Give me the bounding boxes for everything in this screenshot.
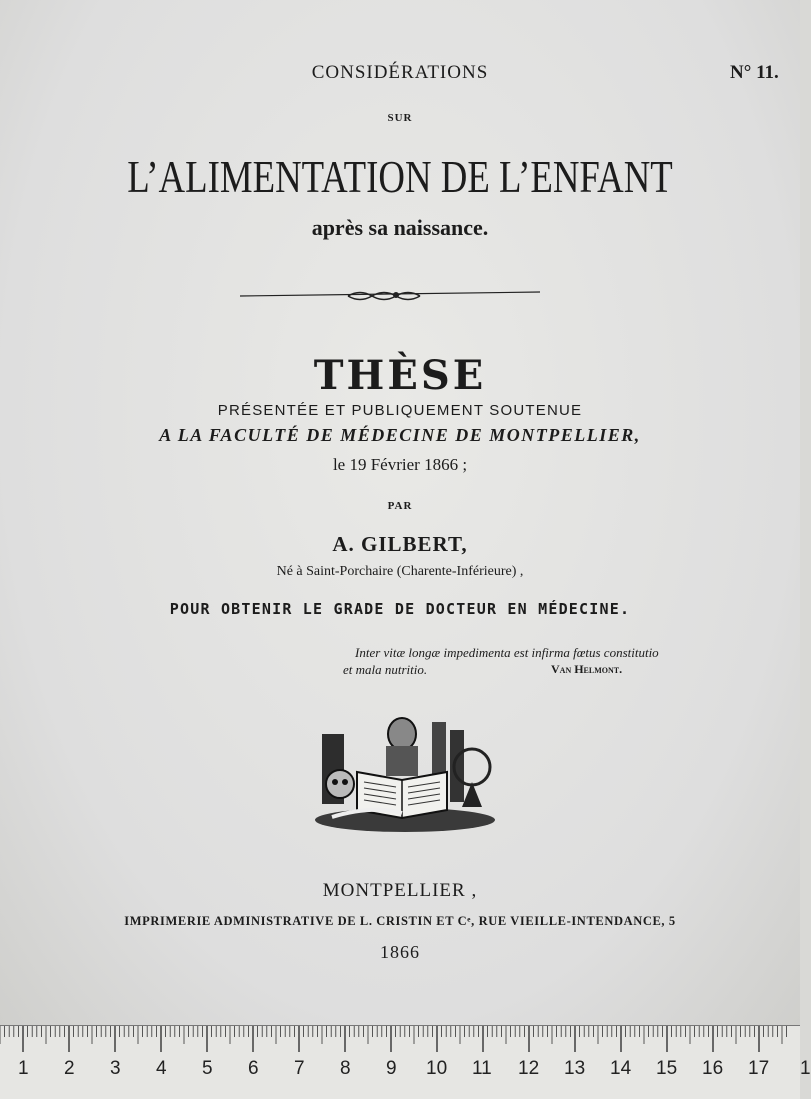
ruler-label: 14: [610, 1058, 632, 1079]
subtitle: après sa naissance.: [311, 215, 489, 240]
par-line: PAR: [387, 500, 413, 512]
ruler-label: 3: [110, 1058, 121, 1079]
ruler-label: 17: [748, 1058, 770, 1079]
title-line-considerations: CONSIDÉRATIONS: [311, 62, 489, 83]
ruler-label: 8: [340, 1058, 351, 1079]
ruler-label: 15: [656, 1058, 678, 1079]
ruler-label: 1: [18, 1058, 29, 1079]
ruler-label: 4: [156, 1058, 167, 1079]
thesis-number: N° 11.: [730, 62, 779, 83]
imprint-printer: IMPRIMERIE ADMINISTRATIVE DE L. CRISTIN ET Cᵉ, RUE VIEILLE-INTENDANCE, 5: [124, 914, 676, 928]
ornamental-divider: [240, 287, 545, 305]
author-name: A. GILBERT,: [332, 532, 468, 556]
ruler-label: 13: [564, 1058, 586, 1079]
epigraph-line-2: et mala nutritio.: [343, 662, 428, 677]
thesis-heading: THÈSE: [313, 352, 487, 399]
ruler-label: 10: [426, 1058, 448, 1079]
ruler-label: 12: [518, 1058, 540, 1079]
imprint-city: MONTPELLIER ,: [322, 880, 478, 901]
ruler-ticks: [0, 1026, 800, 1060]
ruler-label: 11: [472, 1058, 492, 1079]
defense-date: le 19 Février 1866 ;: [332, 455, 468, 474]
medical-vignette-engraving: [312, 712, 498, 834]
ruler-label: 9: [386, 1058, 397, 1079]
degree-purpose: POUR OBTENIR LE GRADE DE DOCTEUR EN MÉDECINE.: [169, 600, 631, 618]
faculty-line: A LA FACULTÉ DE MÉDECINE DE MONTPELLIER,: [159, 425, 641, 445]
author-birthplace: Né à Saint-Porchaire (Charente-Inférieure) ,: [276, 564, 524, 579]
epigraph-line-1: Inter vitæ longæ impedimenta est infirma fœtus constitutio: [355, 645, 659, 660]
ruler-label: 6: [248, 1058, 259, 1079]
epigraph-attribution: Van Helmont.: [551, 662, 623, 676]
imprint-year: 1866: [380, 942, 420, 962]
ruler-label: 1: [800, 1058, 811, 1079]
ruler-label: 5: [202, 1058, 213, 1079]
ruler-label: 2: [64, 1058, 75, 1079]
ruler-label: 16: [702, 1058, 724, 1079]
ruler-label: 7: [294, 1058, 305, 1079]
main-title: L’ALIMENTATION DE L’ENFANT: [127, 151, 673, 202]
presented-line: PRÉSENTÉE ET PUBLIQUEMENT SOUTENUE: [217, 402, 583, 419]
title-line-sur: SUR: [387, 112, 413, 124]
